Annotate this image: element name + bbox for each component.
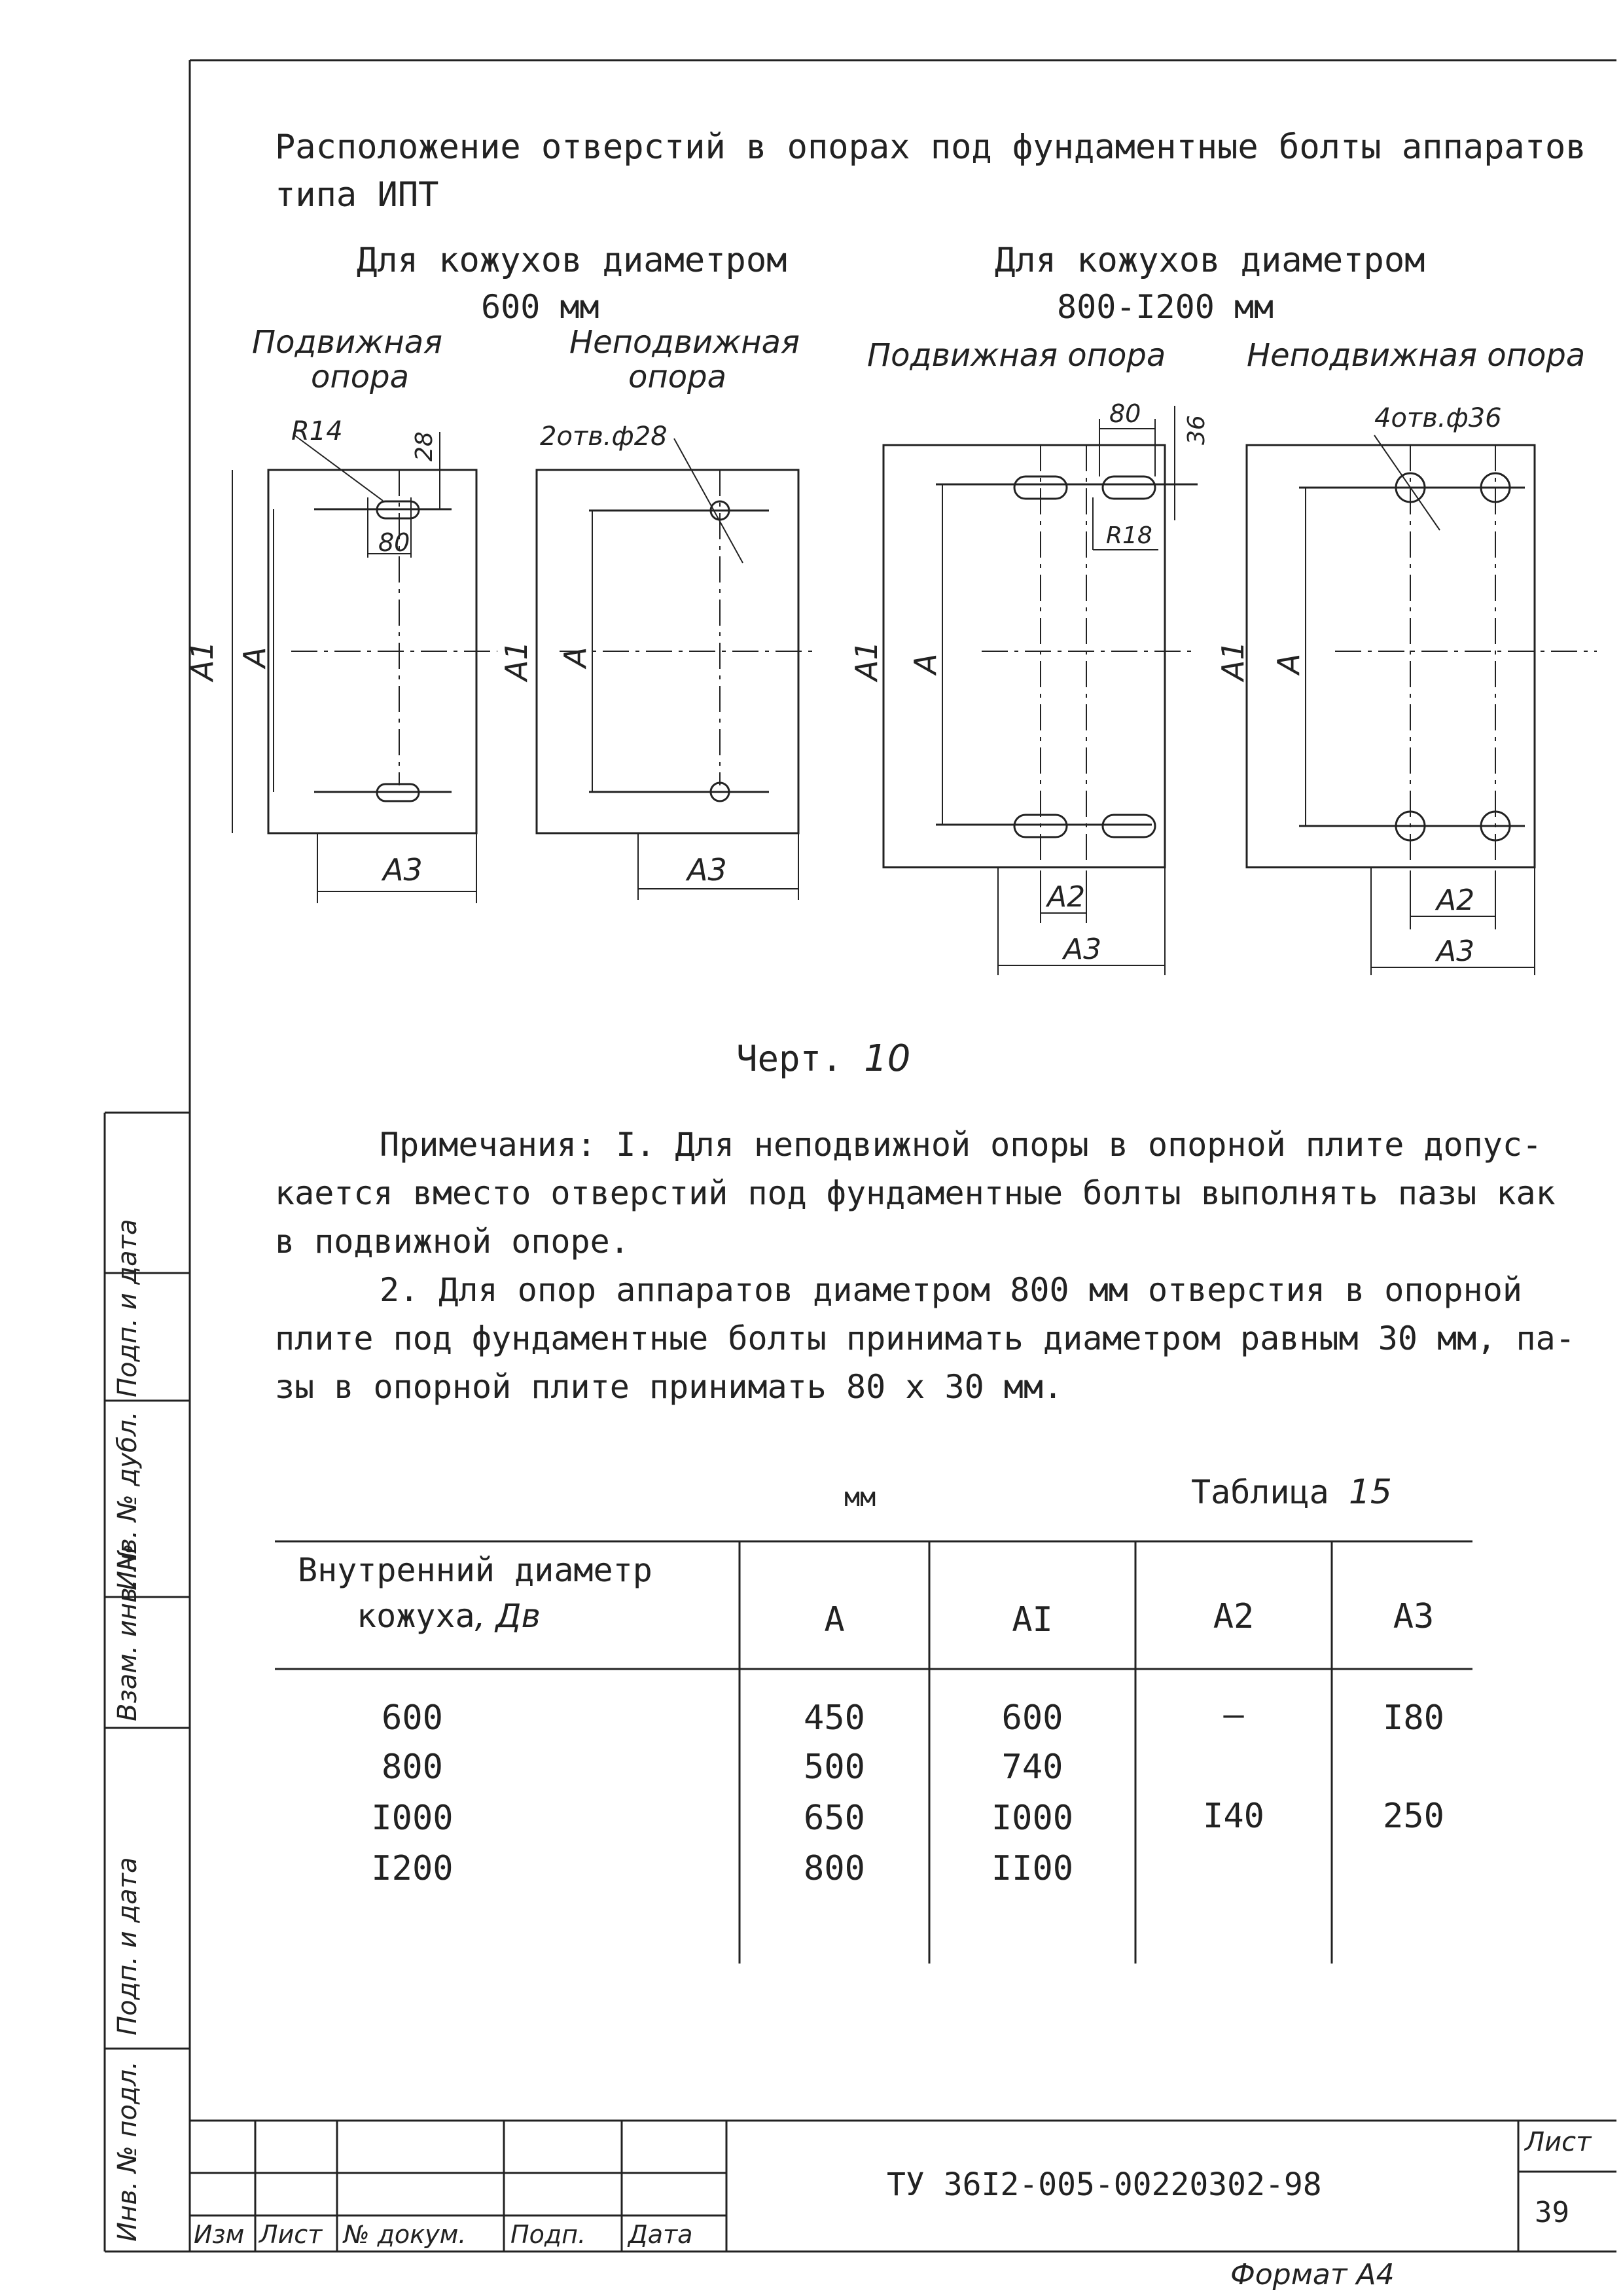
- table-cell-a2-merged: I40: [1203, 1797, 1264, 1836]
- note-2-line-1: 2. Для опор аппаратов диаметром 800 мм отверстия в опорной: [380, 1271, 1522, 1309]
- dim-a-d4: A: [1271, 653, 1306, 674]
- heading-line-2: типа ИПТ: [275, 175, 439, 215]
- sidebar-label-podp-data-1: Подп. и дата: [113, 1857, 143, 2036]
- table-number: 15: [1348, 1473, 1392, 1512]
- table-cell-a-3: 650: [804, 1799, 865, 1838]
- drawing-4: [1247, 435, 1597, 975]
- support-3-label: Подвижная опора: [867, 337, 1166, 374]
- table-header-a1: AI: [1012, 1600, 1053, 1640]
- dim-a-d1: A: [237, 647, 272, 668]
- table-cell-a-2: 500: [804, 1748, 865, 1787]
- dim-a-d3: A: [908, 653, 943, 674]
- heading-line-1: Расположение отверстий в опорах под фундаментные болты аппаратов: [275, 128, 1586, 167]
- dim-a2-d3: A2: [1047, 880, 1086, 914]
- support-2-label-1: Неподвижная: [569, 324, 800, 361]
- drawing-2: [537, 439, 818, 900]
- table-cell-a3-1: I80: [1383, 1698, 1444, 1738]
- table-cell-a1-3: I000: [991, 1799, 1074, 1838]
- note-1-line-3: в подвижной опоре.: [275, 1223, 630, 1261]
- support-4-label: Неподвижная опора: [1247, 337, 1586, 374]
- note-1-line-2: кается вместо отверстий под фундаментные болты выполнять пазы как: [275, 1174, 1556, 1212]
- sidebar-label-vzam-inv: Взам. инв. №: [113, 1543, 143, 1721]
- table-unit: мм: [844, 1482, 876, 1513]
- table-header-kozhukh: кожуха: [357, 1597, 475, 1635]
- table-header-a: A: [824, 1600, 845, 1640]
- tb-label-podp: Подп.: [510, 2220, 586, 2249]
- table-cell-a3-merged: 250: [1383, 1797, 1444, 1836]
- table-cell-a-1: 450: [804, 1698, 865, 1738]
- table-cell-a1-2: 740: [1001, 1748, 1063, 1787]
- table-cell-d-4: I200: [371, 1849, 454, 1888]
- table-title-text: Таблица: [1191, 1473, 1329, 1511]
- table-cell-a2-1: —: [1223, 1695, 1244, 1734]
- dim-holes-4: 4отв.ф36: [1374, 403, 1502, 433]
- table-cell-d-3: I000: [371, 1799, 454, 1838]
- table-cell-a1-4: II00: [991, 1849, 1074, 1888]
- drawing-caption-prefix: Черт.: [736, 1038, 843, 1079]
- dim-a2-d4: A2: [1436, 884, 1475, 917]
- tb-doc-code: ТУ 36I2-005-00220302-98: [887, 2166, 1322, 2203]
- support-1-label-1: Подвижная: [252, 324, 443, 361]
- table-header-symbol: , Дв: [474, 1597, 541, 1635]
- note-2-line-3: зы в опорной плите принимать 80 х 30 мм.: [275, 1368, 1063, 1406]
- drawing-caption: [736, 1037, 910, 1080]
- group-2-caption-2: 800-I200 мм: [1057, 288, 1274, 326]
- sidebar-label-inv-dubl: Инв. № дубл.: [113, 1411, 143, 1590]
- note-2-line-2: плите под фундаментные болты принимать диаметром равным 30 мм, па-: [275, 1319, 1575, 1357]
- table-cell-d-2: 800: [382, 1748, 443, 1787]
- dim-28: 28: [411, 431, 438, 461]
- format-label: Формат А4: [1230, 2258, 1395, 2291]
- dim-r14: R14: [291, 416, 343, 446]
- table-header-a2: A2: [1213, 1597, 1255, 1636]
- table-cell-d-1: 600: [382, 1698, 443, 1738]
- tb-sheet-label: Лист: [1525, 2127, 1592, 2157]
- table-title: [1191, 1473, 1392, 1512]
- table-cell-a-4: 800: [804, 1849, 865, 1888]
- dim-a-d2: A: [558, 647, 593, 668]
- dim-a1-d3: A1: [849, 641, 884, 681]
- table-cell-a1-1: 600: [1001, 1698, 1063, 1738]
- group-1-caption-2: 600 мм: [481, 288, 599, 326]
- tb-sheet-number: 39: [1535, 2196, 1569, 2229]
- dim-a1-d4: A1: [1215, 641, 1251, 681]
- tb-label-data: Дата: [628, 2220, 693, 2249]
- dim-80-b: 80: [1109, 399, 1141, 428]
- table-header-diameter-2: [357, 1597, 541, 1635]
- dim-a3-d2: A3: [687, 852, 727, 888]
- group-1-caption-1: Для кожухов диаметром: [357, 241, 787, 280]
- table-header-a3: A3: [1393, 1597, 1435, 1636]
- dim-36: 36: [1183, 415, 1210, 445]
- drawing-3: [883, 406, 1198, 975]
- tb-label-izm: Изм: [194, 2220, 245, 2249]
- group-2-caption-1: Для кожухов диаметром: [995, 241, 1425, 280]
- dim-80-a: 80: [378, 528, 410, 557]
- note-1-line-1: Примечания: I. Для неподвижной опоры в опорной плите допус-: [380, 1126, 1543, 1164]
- table-header-diameter-1: Внутренний диаметр: [298, 1551, 652, 1589]
- dim-a1-d2: A1: [499, 641, 534, 681]
- dim-a1-d1: A1: [185, 641, 220, 681]
- support-1-label-2: опора: [311, 359, 409, 395]
- dim-a3-d1: A3: [383, 852, 423, 888]
- sidebar-label-podp-data-2: Подп. и дата: [113, 1219, 143, 1397]
- drawing-caption-number: 10: [864, 1037, 911, 1080]
- support-2-label-2: опора: [628, 359, 726, 395]
- tb-label-dokum: № докум.: [344, 2220, 467, 2249]
- sidebar-label-inv-podl: Инв. № подл.: [113, 2061, 143, 2242]
- dim-a3-d3: A3: [1063, 933, 1102, 966]
- tb-label-list: Лист: [259, 2220, 323, 2249]
- dim-r18: R18: [1106, 522, 1152, 549]
- dim-a3-d4: A3: [1436, 935, 1475, 968]
- dim-holes-2: 2отв.ф28: [540, 422, 668, 452]
